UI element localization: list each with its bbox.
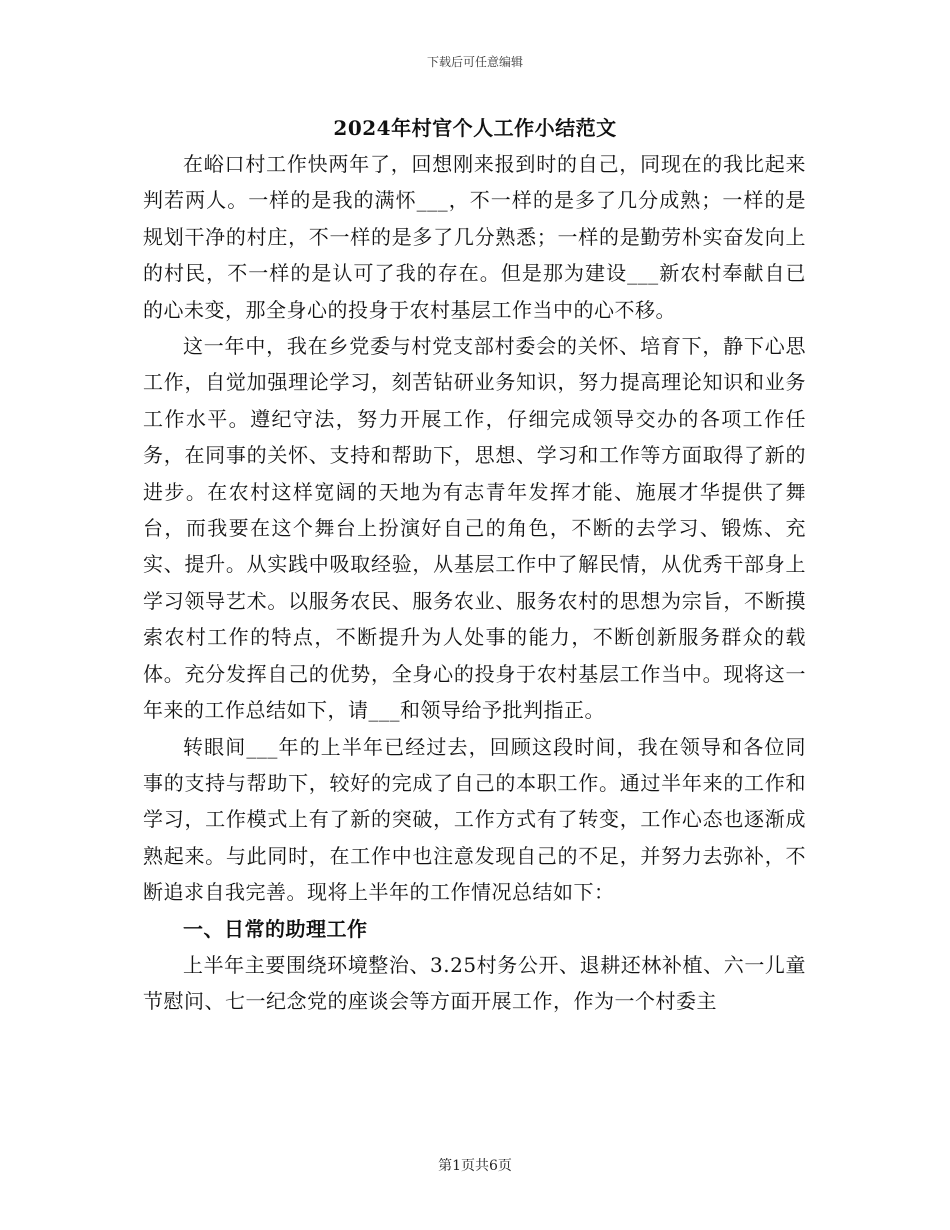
page-header-note: 下载后可任意编辑: [426, 55, 523, 69]
document-title: 2024年村官个人工作小结范文: [333, 116, 617, 140]
section-heading: 一、日常的助理工作: [183, 916, 368, 941]
document-body: [143, 146, 806, 1020]
section-paragraph: 上半年主要围绕环境整治、3.25村务公开、退耕还林补植、六一儿童节慰问、七一纪念党的座谈会等方面开展工作，作为一个村委主: [143, 952, 806, 1014]
body-paragraph-3: 转眼间___年的上半年已经过去，回顾这段时间，我在领导和各位同事的支持与帮助下，较好的完成了自己的本职工作。通过半年来的工作和学习，工作模式上有了新的突破，工作方式有了转变，工作心态也逐渐成熟起来。与此同时，在工作中也注意发现自己的不足，并努力去弥补，不断追求自我完善。现将上半年的工作情况总结如下：: [143, 734, 806, 905]
body-paragraph-1: 在峪口村工作快两年了，回想刚来报到时的自己，同现在的我比起来判若两人。一样的是我的满怀___，不一样的是多了几分成熟；一样的是规划干净的村庄，不一样的是多了几分熟悉；一样的是勤劳朴实奋发向上的村民，不一样的是认可了我的存在。但是那为建设___新农村奉献自已的心未变，那全身心的投身于农村基层工作当中的心不移。: [143, 152, 806, 322]
body-paragraph-2: 这一年中，我在乡党委与村党支部村委会的关怀、培育下，静下心思工作，自觉加强理论学习，刻苦钻研业务知识，努力提高理论知识和业务工作水平。遵纪守法，努力开展工作，仔细完成领导交办的各项工作任务，在同事的关怀、支持和帮助下，思想、学习和工作等方面取得了新的进步。在农村这样宽阔的天地为有志青年发挥才能、施展才华提供了舞台，而我要在这个舞台上扮演好自己的角色，不断的去学习、锻炼、充实、提升。从实践中吸取经验，从基层工作中了解民情，从优秀干部身上学习领导艺术。以服务农民、服务农业、服务农村的思想为宗旨，不断摸索农村工作的特点，不断提升为人处事的能力，不断创新服务群众的载体。充分发挥自己的优势，全身心的投身于农村基层工作当中。现将这一年来的工作总结如下，请___和领导给予批判指正。: [143, 334, 806, 723]
page-footer-number: 第1页共6页: [438, 1158, 512, 1174]
